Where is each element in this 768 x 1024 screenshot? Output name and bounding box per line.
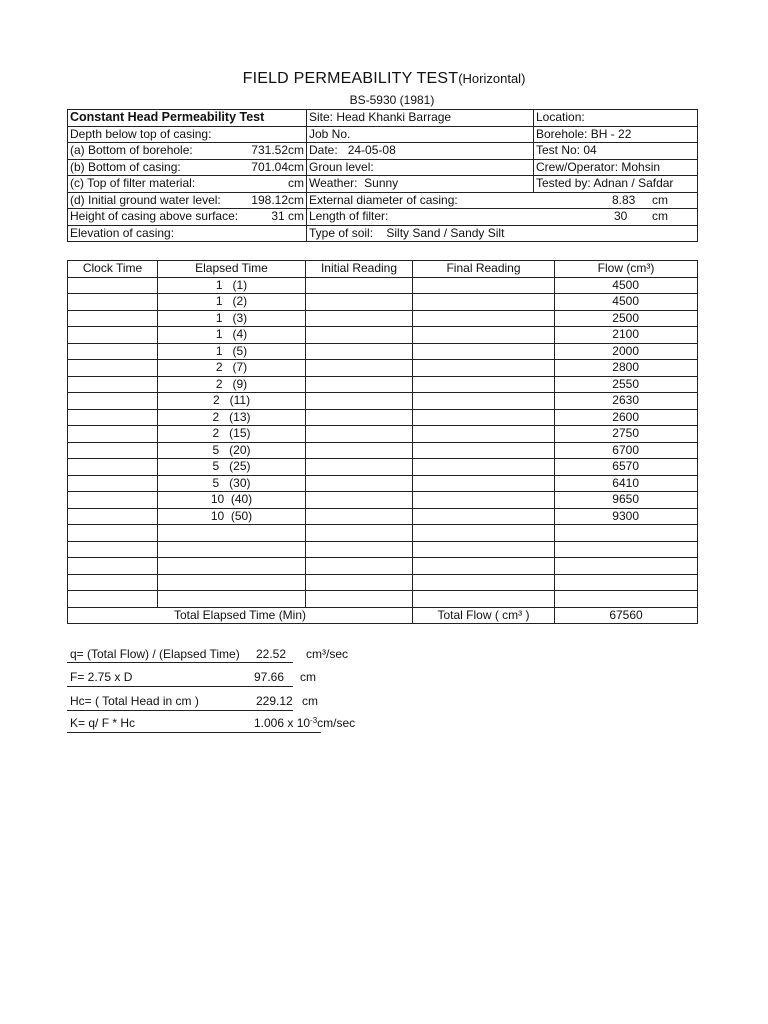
cell-clock [68,459,158,476]
k-value [254,716,355,730]
cell-flow: 2100 [555,327,698,344]
cell-final [413,294,555,311]
info-row [68,225,698,242]
table-row [68,310,698,327]
table-row [68,426,698,443]
f-unit: cm [300,670,316,684]
cell-elapsed: 2 (7) [158,360,306,377]
casing-height-value: 31 cm [271,209,304,223]
cell-flow: 4500 [555,277,698,294]
job-no: Job No. [307,126,534,143]
soil-value: Silty Sand / Sandy Silt [386,225,505,240]
cell-flow: 2600 [555,409,698,426]
weather-label: Weather: [309,176,358,190]
cell-final [413,277,555,294]
cell-clock [68,492,158,509]
cell-final [413,343,555,360]
cell-clock [68,541,158,558]
weather-value: Sunny [364,176,399,190]
cell-elapsed: 2 (11) [158,393,306,410]
cell-elapsed: 5 (30) [158,475,306,492]
cell-final [413,426,555,443]
cell-clock [68,277,158,294]
gwl-label: (d) Initial ground water level: [70,192,221,207]
cell-initial [306,360,413,377]
readings-table [67,260,698,624]
table-row [68,294,698,311]
cell-final [413,591,555,608]
cell-initial [306,327,413,344]
depth-label: Depth below top of casing: [68,126,307,143]
k-value-exponent: -3 [310,716,318,725]
site: Site: Head Khanki Barrage [307,110,534,127]
ext-diam-label: External diameter of casing: [309,192,458,207]
cell-final [413,574,555,591]
date-value: 24-05-08 [347,143,396,157]
table-row [68,360,698,377]
table-row [68,475,698,492]
elevation-label: Elevation of casing: [68,225,307,242]
cell-initial [306,376,413,393]
k-underline [67,732,321,733]
readings-body [68,277,698,607]
cell-initial [306,525,413,542]
col-header: Flow (cm³) [555,261,698,278]
ground-water-level [68,192,307,209]
weather [307,176,534,193]
cell-initial [306,426,413,443]
k-value-base: 1.006 x 10 [254,716,311,730]
table-row [68,492,698,509]
cell-initial [306,459,413,476]
hc-unit: cm [302,694,318,708]
cell-clock [68,574,158,591]
cell-initial [306,558,413,575]
hc-underline [67,710,293,711]
table-row [68,591,698,608]
cell-clock [68,376,158,393]
cell-elapsed: 1 (4) [158,327,306,344]
col-header: Final Reading [413,261,555,278]
cell-final [413,360,555,377]
cell-final [413,310,555,327]
date-label: Date: [309,143,338,157]
f-label: F= 2.75 x D [70,670,133,684]
cell-flow [555,558,698,575]
title-main: FIELD PERMEABILITY TEST [242,70,459,87]
filter-length [307,209,698,226]
bottom-borehole [68,143,307,160]
cell-elapsed: 10 (50) [158,508,306,525]
cell-final [413,459,555,476]
cell-initial [306,475,413,492]
soil-type [307,225,698,242]
crew: Crew/Operator: Mohsin [534,159,698,176]
cell-initial [306,508,413,525]
bottom-borehole-value: 731.52cm [251,143,304,157]
cell-final [413,442,555,459]
top-filter-value: cm [288,176,304,190]
table-row [68,459,698,476]
casing-height [68,209,307,226]
ground-level: Groun level: [307,159,534,176]
cell-flow: 6570 [555,459,698,476]
bottom-casing-value: 701.04cm [251,159,304,174]
table-row [68,327,698,344]
col-header: Clock Time [68,261,158,278]
cell-elapsed: 1 (3) [158,310,306,327]
total-flow-value: 67560 [555,607,698,624]
filter-length-label: Length of filter: [309,209,389,223]
info-table [67,109,698,242]
cell-clock [68,508,158,525]
table-row [68,376,698,393]
readings-header-row [68,261,698,278]
info-row [68,176,698,193]
cell-elapsed: 1 (1) [158,277,306,294]
info-row [68,192,698,209]
col-header: Initial Reading [306,261,413,278]
hc-label: Hc= ( Total Head in cm ) [70,694,199,708]
cell-final [413,409,555,426]
cell-initial [306,409,413,426]
cell-clock [68,409,158,426]
cell-final [413,376,555,393]
gwl-value: 198.12cm [251,192,304,207]
cell-clock [68,525,158,542]
cell-clock [68,442,158,459]
table-row [68,393,698,410]
table-row [68,277,698,294]
info-row [68,126,698,143]
cell-clock [68,310,158,327]
cell-clock [68,426,158,443]
cell-elapsed [158,558,306,575]
cell-clock [68,294,158,311]
table-row [68,442,698,459]
cell-final [413,525,555,542]
ext-diam-value: 8.83 [612,192,636,207]
cell-elapsed [158,574,306,591]
cell-initial [306,310,413,327]
info-row [68,143,698,160]
ext-diam-unit: cm [652,192,668,207]
bottom-casing [68,159,307,176]
cell-clock [68,475,158,492]
filter-length-value: 30 [614,209,628,223]
cell-clock [68,343,158,360]
q-value: 22.52 [256,647,287,661]
cell-elapsed: 10 (40) [158,492,306,509]
cell-flow: 2800 [555,360,698,377]
form-title [0,70,768,88]
cell-flow: 2750 [555,426,698,443]
cell-initial [306,343,413,360]
info-row [68,209,698,226]
cell-elapsed: 2 (9) [158,376,306,393]
test-no: Test No: 04 [534,143,698,160]
location: Location: [534,110,698,127]
cell-elapsed: 2 (13) [158,409,306,426]
cell-flow: 9650 [555,492,698,509]
top-filter [68,176,307,193]
bottom-casing-label: (b) Bottom of casing: [70,159,181,174]
info-row [68,159,698,176]
cell-initial [306,574,413,591]
cell-initial [306,277,413,294]
readings-total-row [68,607,698,624]
cell-elapsed: 5 (20) [158,442,306,459]
cell-clock [68,327,158,344]
total-flow-label: Total Flow ( cm³ ) [413,607,555,624]
cell-clock [68,591,158,608]
cell-elapsed: 2 (15) [158,426,306,443]
external-diameter [307,192,698,209]
cell-final [413,508,555,525]
cell-flow: 6410 [555,475,698,492]
filter-length-unit: cm [652,209,668,223]
k-label: K= q/ F * Hc [70,716,136,730]
cell-flow: 2630 [555,393,698,410]
total-elapsed-label: Total Elapsed Time (Min) [68,607,413,624]
soil-label: Type of soil: [309,225,374,240]
bottom-borehole-label: (a) Bottom of borehole: [70,143,193,157]
table-row [68,409,698,426]
cell-clock [68,558,158,575]
cell-flow: 2500 [555,310,698,327]
cell-flow [555,574,698,591]
cell-initial [306,294,413,311]
q-unit: cm³/sec [306,647,348,661]
test-name: Constant Head Permeability Test [68,110,307,127]
cell-flow: 9300 [555,508,698,525]
cell-clock [68,393,158,410]
col-header: Elapsed Time [158,261,306,278]
hc-value: 229.12 [256,694,293,708]
cell-final [413,492,555,509]
cell-initial [306,492,413,509]
q-underline [67,662,293,663]
cell-flow: 4500 [555,294,698,311]
cell-flow: 2000 [555,343,698,360]
table-row [68,558,698,575]
cell-flow [555,541,698,558]
table-row [68,343,698,360]
cell-elapsed [158,525,306,542]
q-label: q= (Total Flow) / (Elapsed Time) [70,647,240,661]
casing-height-label: Height of casing above surface: [70,209,239,223]
table-row [68,541,698,558]
f-value: 97.66 [254,670,285,684]
tested-by: Tested by: Adnan / Safdar [534,176,698,193]
cell-elapsed: 1 (2) [158,294,306,311]
table-row [68,574,698,591]
cell-final [413,393,555,410]
cell-final [413,475,555,492]
k-unit: cm/sec [317,716,356,730]
info-row [68,110,698,127]
cell-flow: 2550 [555,376,698,393]
cell-clock [68,360,158,377]
standard-reference: BS-5930 (1981) [349,93,435,107]
cell-flow: 6700 [555,442,698,459]
cell-flow [555,591,698,608]
title-suffix: (Horizontal) [458,71,526,86]
cell-elapsed [158,591,306,608]
cell-initial [306,541,413,558]
table-row [68,525,698,542]
cell-initial [306,591,413,608]
f-underline [67,686,293,687]
cell-initial [306,442,413,459]
borehole: Borehole: BH - 22 [534,126,698,143]
cell-flow [555,525,698,542]
date [307,143,534,160]
cell-elapsed [158,541,306,558]
table-row [68,508,698,525]
top-filter-label: (c) Top of filter material: [70,176,196,190]
cell-final [413,558,555,575]
cell-elapsed: 1 (5) [158,343,306,360]
cell-final [413,541,555,558]
cell-elapsed: 5 (25) [158,459,306,476]
cell-final [413,327,555,344]
cell-initial [306,393,413,410]
